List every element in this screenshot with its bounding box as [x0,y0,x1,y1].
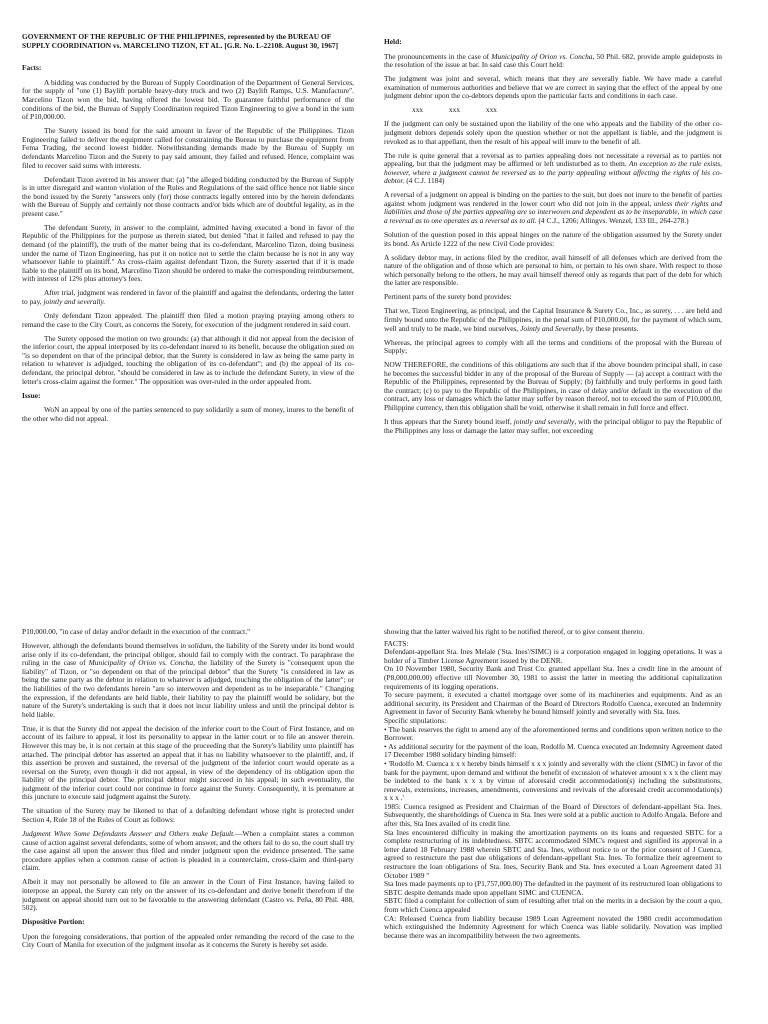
text-run: That we, Tizon Engineering, as principal, and the Capital Insurance & Surety Co., Inc., as surety, . . . are held and firmly bound unto the Republic of the Philippines, in the penal sum of P10,000.00, for the payment of which sum, well and truly to be made, we bind ourselves, [384,306,722,333]
text-run: —When a complaint states a common cause of action against several defendants, some of whom answer, and the others fail to do so, the court shall try the case against all upon the answer thus filed and render judgment upon the evidence presented. The same procedure applies when a common cause of action is pleaded in a counterclaim, cross-claim and third-party claim. [22,829,354,873]
case-title: GOVERNMENT OF THE REPUBLIC OF THE PHILIPPINES, represented by the BUREAU OF SUPPLY COORDINATION vs. MARCELINO TIZON, ET AL. [G.R. No. L-22108. August 30, 1967] [22,33,339,50]
ruling-paragraph [22,642,354,719]
held-paragraph [384,191,722,225]
text-run: , with the principal obligor to pay the Republic of the Philippines any loss or damage the latter may suffer, not exceeding [384,417,722,435]
held-heading: Held: [384,37,402,46]
ruling-paragraph [22,830,354,873]
held-paragraph: Pertinent parts of the surety bond provides: [384,292,512,302]
facts-paragraph [22,289,354,306]
held-paragraph: The judgment was joint and several, which means that they are severally liable. We have made a careful examination of numerous authorities and believe that we are correct in saying that the effect of the appeal by one judgment debtor upon the co-debtors depends upon the particular facts and conditions in each case. [384,74,722,101]
ruling-paragraph: True, it is that the Surety did not appeal the decision of the inferior court to the Court of First Instance, and on account of its failure to appeal, it lost its personality to appear in the latter court or to file an answer therein. However this may be, it is not certain at this stage of the proceeding that the Surety's liability unto plaintiff has attached. The principal debtor has asserted an appeal that it has no liability whatsoever to the plaintiff, and, if this assertion be proven and sustained, the reversal of the judgment of the inferior court would operate as a reversal on the Surety, even though it did not appeal, in view of the dependency of its obligation upon the liability of the principal debtor. The principal debtor might succeed in his appeal; in such eventuality, the judgment of the inferior court could not continue in force against the Surety. Consequently, it is premature at this juncture to execute said judgment against the Surety. [22,723,354,802]
column-top-right [384,33,722,583]
column-bottom-left [22,628,354,1024]
case-line: CA: Released Cuenca from liability because 1989 Loan Agreement novated the 1980 credit accommodation which extinguished the Indemnity Agreement for which Cuenca was liable solidarily. Novation was implied because there was an incompatibility between the two agreements. [384,913,722,940]
held-paragraph: Whereas, the principal agrees to comply with all the terms and conditions of the proposal with the Bureau of Supply; [384,337,722,356]
held-paragraph [384,152,722,186]
case-citation: Municipality of Orion vs. Concha [88,658,194,668]
case-line: • 'Rodolfo M. Cuenca x x x hereby binds himself x x x jointly and severally with the client (SIMC) in favor of the bank for the payment, upon demand and without the benefit of excussion of whatever amount x x x the client may be indebted to the bank x x x by virtue of aforesaid credit accommodation(s) including the substitutions, renewals, extensions, increases, amendments, conversions and revivals of the aforesaid credit accommodation(s) x x x .' [384,758,722,803]
facts-paragraph: The defendant Surety, in answer to the complaint, admitted having executed a bond in favor of the Republic of the Philippines for the purpose as therein stated, but denied "that it failed and refused to pay the demand (of the plaintiff), the truth of the matter being that its co-defendant, Marcelino Tizon, doing business under the name of Tizon Engineering, has put it on notice not to settle the claim because he is not in any way whatsoever liable to plaintiff." As cross-claim against defendant Tizon, the Surety asserted that if it is made liable to the plaintiff on its bond, Marcelino Tizon should be ordered to make the corresponding reimbursement, with interest of 12% plus attorney's fees. [22,222,354,284]
facts-paragraph: Only defendant Tizon appealed. The plaintiff then filed a motion praying praying among others to remand the case to the City Court, as concerns the Surety, for execution of the judgment rendered in said court. [22,310,354,329]
held-paragraph [384,53,722,70]
held-paragraph: A solidary debtor may, in actions filed by the creditor, avail himself of all defenses which are derived from the nature of the obligation and of those which are personal to him, or pertain to his own share. With respect to those which personally belong to the others, he may avail himself thereof only as regards that part of the debt for which the latter are responsible. [384,252,722,288]
text-run: , 50 Phil. 682, provide ample guideposts in the resolution of the issue at bar. In said case this Court held: [384,51,722,70]
rule-title: Judgment When Some Defendants Answer and Others make Default. [22,829,235,839]
case-line: Specific stipulations: [384,715,447,725]
text-run: The pronouncements in the case of [384,51,490,61]
emphasis-run: Jointly and Severally [520,323,583,333]
facts-paragraph: Defendant Tizon averred in his answer that: (a) "the alleged bidding conducted by the Bureau of Supply is in utter disregard and wanton violation of the Rules and Regulations of the said office hence not liable since the bond issued by the Surety "answers only (for) those contracts legally entered into by the herein defendants with the Bureau of Supply and certainly not those contracts and/or bids which are of doubtful legality, as in the present case." [22,174,354,218]
case-citation: Municipality of Orion vs. Concha [491,51,593,61]
column-bottom-right [384,628,722,1024]
emphasis-run: in solidum [180,640,212,650]
text-run: (4 C.J. 1184) [406,176,445,186]
case-line: SBTC filed a complaint for collection of sum of resulting after trial on the merits in a decision by the court a quo, from which Cuenca appealed [384,896,722,914]
text-run: However, although the defendants bound themselves [22,640,179,650]
text-run: A reversal of a judgment on appeal is binding on the parties to the suit, but does not inure to the benefit of parties against whom judgment was rendered in the lower court who did not join in the appeal, [384,190,722,208]
column-top-left [22,33,354,576]
case-line: On 10 November 1980, Security Bank and Trust Co. granted appellant Sta. Ines a credit line in the amount of (P8,000,000.00) effective till November 30, 1981 to assist the latter in meeting the additional capitalization requirements of its logging operations. [384,664,722,691]
issue-paragraph: WoN an appeal by one of the parties sentenced to pay solidarily a sum of money, inures to the benefit of the other who did not appeal. [22,405,354,423]
text-run: It thus appears that the Surety bound itself, [384,417,512,427]
facts-heading: Facts: [22,63,42,73]
issue-heading: Issue: [22,390,41,400]
dispositive-paragraph: Upon the foregoing considerations, that portion of the appealed order remanding the record of the case to the City Court of Manila for execution of the judgment insofar as it concerns the Surety is hereby set aside. [22,931,354,950]
case-line: Sta Ines encountered difficulty in making the amortization payments on its loans and requested SBTC for a complete restructuring of its indebtedness. SBTC accommodated SIMC's request and signified its approval in a letter dated 18 February 1988 wherein SBTC and Sta. Ines, without notice to or the prior consent of J Cuenca, agreed to restructure the past due obligations of defendant-appellant Sta. Ines. To formalize their agreement to restructure the loan obligations of Sta. Ines, Security Bank and Sta. Ines executed a Loan Agreement dated 31 October 1989 " [384,827,722,880]
dispositive-heading: Dispositive Portion: [22,917,85,927]
case-line: showing that the latter waived his right to be notified thereof, or to give consent thereto. [384,628,645,636]
case-line: FACTS: [384,638,409,648]
ruling-paragraph: P10,000.00, "in case of delay and/or default in the execution of the contract." [22,628,251,636]
text-run: , the liability of the Surety is "consequent upon the liability" of Tizon, or "so dependent on that of the principal debtor" that the Surety "is considered in law as being the same party as the debtor in relation to whatever is adjudged, touching the obligation of the latter"; or the liabilities of the two defendants herein "are so interwoven and dependent as to be inseparable." Changing the expression, if the defendants are held liable, their liability to pay the plaintiff would be solidary, but the nature of the Surety's undertaking is such that it does not incur liability unless and until the principal debtor is held liable. [22,658,354,719]
facts-paragraph: A bidding was conducted by the Bureau of Supply Coordination of the Department of General Services, for the supply of "one (1) Baylift portable heavy-duty truck and two (2) Baylift Ramps, U.S. Manufacture". Marcelino Tizon won the bid, having offered the lowest bid. To guarantee faithful performance of the conditions of the bid, the Bureau of Supply Coordination required Tizon Engineering to give a bond in the sum of P10,000.00. [22,77,354,122]
trial-text: After trial, judgment was rendered in favor of the plaintiff and against the defendants, ordering the latter to pay, [22,288,354,306]
case-line: 1985: Cuenca resigned as President and Chairman of the Board of Directors of defendant-appellant Sta. Ines. Subsequently, the shareholdings of Cuenca in Sta. Ines were sold at a public auction to Adolfo Angala. Before and after this, Sta Ines availed of its credit line. [384,801,722,829]
case-line: • As additional security for the payment of the loan, Rodolfo M. Cuenca executed an Indemnity Agreement dated 17 December 1980 solidary binding himself: [384,741,722,760]
emphasis-run: An exception to the rule exists, however, where a judgment cannot be reversed as to the party appealing without affecting the rights of his co-debtor. [384,159,722,186]
text-run: The rule is quite general that a reversal as to parties appealing does not necessitate a reversal as to parties not appealing, but that the judgment may be affirmed or left undisturbed as to them. [384,150,722,169]
facts-paragraph: The Surety opposed the motion on two grounds: (a) that although it did not appeal from the decision of the inferior court, the appeal interposed by its co-defendant inured to its benefit, because the obligation sued on "is so dependent on that of the principal debtor, that the Surety is considered in law as being the same party in relation to whatever is adjudged, touching the obligation of its co-defendant"; and (b) the appeal of its co-defendant, the principal debtor, "should be considered in law as to include the defendant Surety, in view of the letter's cross-claim against the former." The opposition was over-ruled in the order appealed from. [22,333,354,386]
held-paragraph: NOW THEREFORE, the conditions of this obligations are such that if the above bounden principal shall, in case he becomes the successful bidder in any of the proposal of the Bureau of Supply — (a) accept a contract with the Republic of the Philippines, represented by the Bureau of Supply; (b) faithfully and truly performs in good faith the contract; (c) to pay to the Republic of the Philippines, in case of delay and/or default in the execution of the contract, any loss or damages which the latter may suffer by reason thereof, not to exceed the sum of P10,000.00, Philippine currency, then this obligation shall be void, otherwise it shall remain in full force and effect. [384,360,722,413]
trial-emphasis: jointly and severally. [43,297,106,306]
case-line: Defendant-appellant Sta. Ines Melale ('Sta. Ines'/SIMC) is a corporation engaged in logging operations. It was a holder of a Timber License Agreement issued by the DENR. [384,647,722,665]
text-run: , by these presents. [582,323,639,333]
ellipsis-marker: xxx xxx xxx [412,105,497,115]
case-line: To secure payment, it executed a chattel mortgage over some of its machineries and equipments. And as an additional security, its President and Chairman of the Board of Directors Rodolfo Cuenca, executed an Indemnity Agreement in favor of Security Bank whereby he bound himself jointly and severally with Sta. Ines. [384,690,722,717]
case-line: Sta Ines made payments up to (P1,757,000.00) The defaulted in the payment of its restructured loan obligations to SBTC despite demands made upon appellant SIMC and CUENCA. [384,879,722,897]
emphasis-run: unless their rights and liabilities and those of the parties appealing are so interwoven and dependent as to be inseparable, in which case a reversal as to one operates as a reversal as to all. [384,198,722,226]
held-paragraph [384,418,722,435]
text-run: (4 C.J., 1206; Allingvs. Wenzel, 133 Ill., 264-278.) [538,216,689,226]
held-paragraph: If the judgment can only be sustained upon the liability of the one who appeals and the liability of the other co-judgment debtors depends solely upon the question whether or not the appellant is liable, and the judgment is revoked as to that appellant, then the result of his appeal will inure to the benefit of all. [384,119,722,146]
ruling-paragraph: The situation of the Surety may be likened to that of a defaulting defendant whose right is protected under Section 4, Rule 18 of the Rules of Court as follows: [22,806,354,825]
case-line: • The bank reserves the right to amend any of the aforementioned terms and conditions upon written notice to the Borrower. [384,724,722,743]
text-run: , the liability of the Surety under its bond would arise only if its co-defendant, the principal obligor, should fail to comply with the contract. To paraphrase the ruling in the case of [22,640,354,668]
held-paragraph [384,307,722,333]
held-paragraph: Solution of the question posed in this appeal hinges on the nature of the obligation assumed by the Surety under its bond. As Article 1222 of the new Civil Code provides: [384,230,722,248]
facts-paragraph: The Surety issued its bond for the said amount in favor of the Republic of the Philippines. Tizon Engineering failed to deliver the equipment called for constraining the Bureau to purchase the equipment from Fema Trading, the second lowest bidder. Notwithstanding demands made by the Bureau of Supply on defendants Marcelino Tizon and the Surety to pay said amount, they failed and refused. Hence, complaint was filed to recover said sums with interests. [22,126,354,170]
emphasis-run: jointly and severally [513,417,575,427]
ruling-paragraph: Albeit it may not personally be allowed to file an answer in the Court of First Instance, having failed to interpose an appeal, the Surety can rely on the answer of its co-defendant and derive benefit therefrom if the judgment on appeal should turn out to be favorable to the answering defendant (Castro vs. Peña, 80 Phil. 488, 502). [22,877,354,913]
